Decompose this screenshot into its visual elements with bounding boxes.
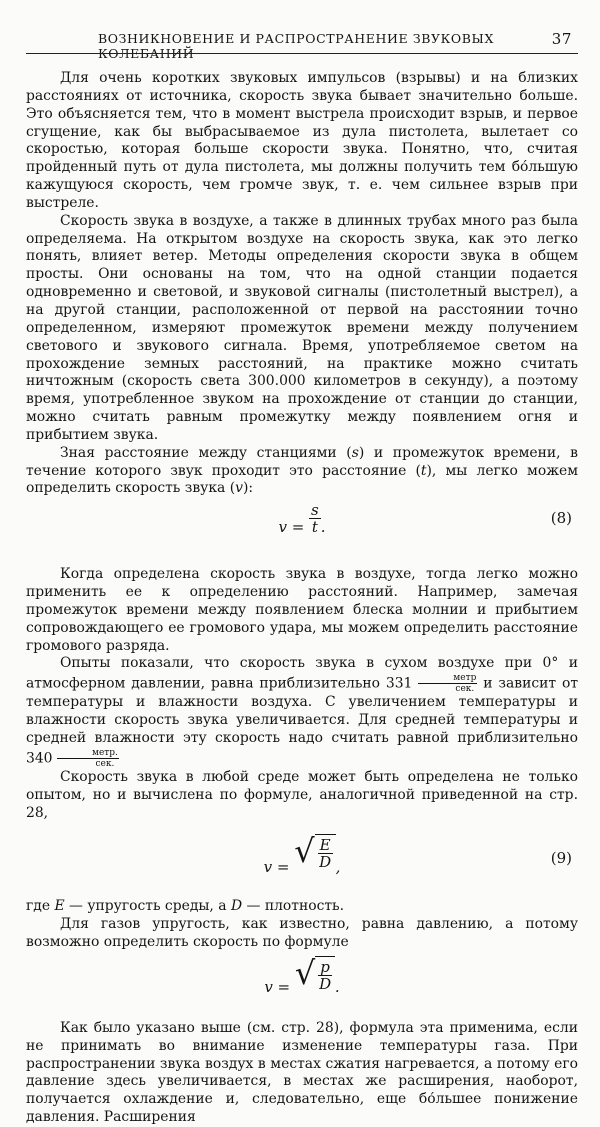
equation-8: v = $\frac{s}{t}$ . (8) (278, 501, 572, 537)
header-rule (26, 53, 578, 54)
radical-sign: √ (294, 953, 316, 992)
unit-meter-per-second: метр. сек. (57, 748, 119, 769)
paragraph-gases: Для газов упругость, как известно, равна давлению, а потому возможно определить скорость по формуле (26, 916, 578, 951)
equation-9-label: (9) (550, 849, 572, 868)
equation-10-fraction: $\frac{p}{D}$ (315, 956, 335, 992)
chapter-title: ВОЗНИКНОВЕНИЕ И РАСПРОСТРАНЕНИЕ ЗВУКОВЫХ КОЛЕБАНИЙ (98, 31, 494, 61)
unit-meter-per-second: метр сек. (418, 673, 477, 694)
page-body (26, 70, 578, 1127)
paragraph-speed-definition: Зная расстояние между станциями (s) и промежуток времени, в течение которого звук проходит это расстояние (t), мы легко можем определить скорость звука (v): (26, 444, 578, 497)
paragraph-lightning: Когда определена скорость звука в воздухе, тогда легко можно применить ее к определению расстояний. Например, замечая промежуток времени между появлением блеска молнии и прибытием сопровождающего ее громового удара, мы можем определить расстояние громового разряда. (26, 566, 578, 654)
paragraph-variables: где E — упругость среды, а D — плотность. (26, 898, 345, 915)
radical-sign: √ (294, 832, 315, 871)
equation-9: v = √ $\frac{E}{D}$ , (9) (263, 832, 572, 877)
equation-8-label: (8) (550, 509, 572, 528)
equation-8-fraction: $\frac{s}{t}$ (311, 501, 319, 537)
running-header (26, 30, 578, 61)
equation-8-lhs: v = (278, 517, 305, 536)
paragraph-formula-intro: Скорость звука в любой среде может быть определена не только опытом, но и вычислена по формуле, аналогичной приведенной на стр. 28, (26, 768, 578, 821)
paragraph-explosions: Для очень коротких звуковых импульсов (взрывы) и на близких расстояниях от источника, скорость звука бывает значительно больше. Это объясняется тем, что в момент выстрела происходит взрыв, и первое сгущение, как бы выбрасываемое из дула пистолета, вылетает со скоростью, которая больше скорости звука. Понятно, что, считая пройденный путь от дула пистолета, мы должны получить тем бо́льшую кажущуюся скорость, чем громче звук, т. е. чем сильнее взрыв при выстреле. (26, 70, 578, 211)
paragraph-experiments: Опыты показали, что скорость звука в сухом воздухе при 0° и атмосферном давлении, равна приблизительно 331 метр сек. и зависит от температуры и влажности воздуха. С увеличением температуры и влажности скорость звука увеличивается. Для средней температуры и средней влажности эту скорость надо считать равной приблизительно 340 метр. сек. (26, 655, 578, 769)
equation-9-fraction: $\frac{E}{D}$ (315, 834, 336, 870)
equation-10: v = √ $\frac{p}{D}$ . (264, 953, 340, 996)
paragraph-temperature: Как было указано выше (см. стр. 28), формула эта применима, если не принимать во внимание изменение температуры газа. При распространении звука воздух в местах сжатия нагревается, а потому его давление здесь увеличивается, в местах же расширения, наоборот, получается охлаждение и, следовательно, еще бо́льшее понижение давления. Расширения (26, 1019, 578, 1126)
page-number: 37 (551, 30, 572, 48)
paragraph-measurement-methods: Скорость звука в воздухе, а также в длинных трубах много раз была определяема. На открытом воздухе на скорость звука, как это легко понять, влияет ветер. Методы определения скорости звука в общем просты. Они основаны на том, что на одной станции подается одновременно и световой, и звуковой сигналы (пистолетный выстрел), а на другой станции, расположенной от первой на расстоянии точно определенном, измеряют промежуток времени между получением светового и звукового сигнала. Время, употребляемое светом на прохождение земных расстояний, на практике можно считать ничтожным (скорость света 300.000 километров в секунду), а поэтому время, употребленное звуком на прохождение от станции до станции, можно считать равным промежутку между появлением огня и прибытием звука. (26, 212, 578, 443)
